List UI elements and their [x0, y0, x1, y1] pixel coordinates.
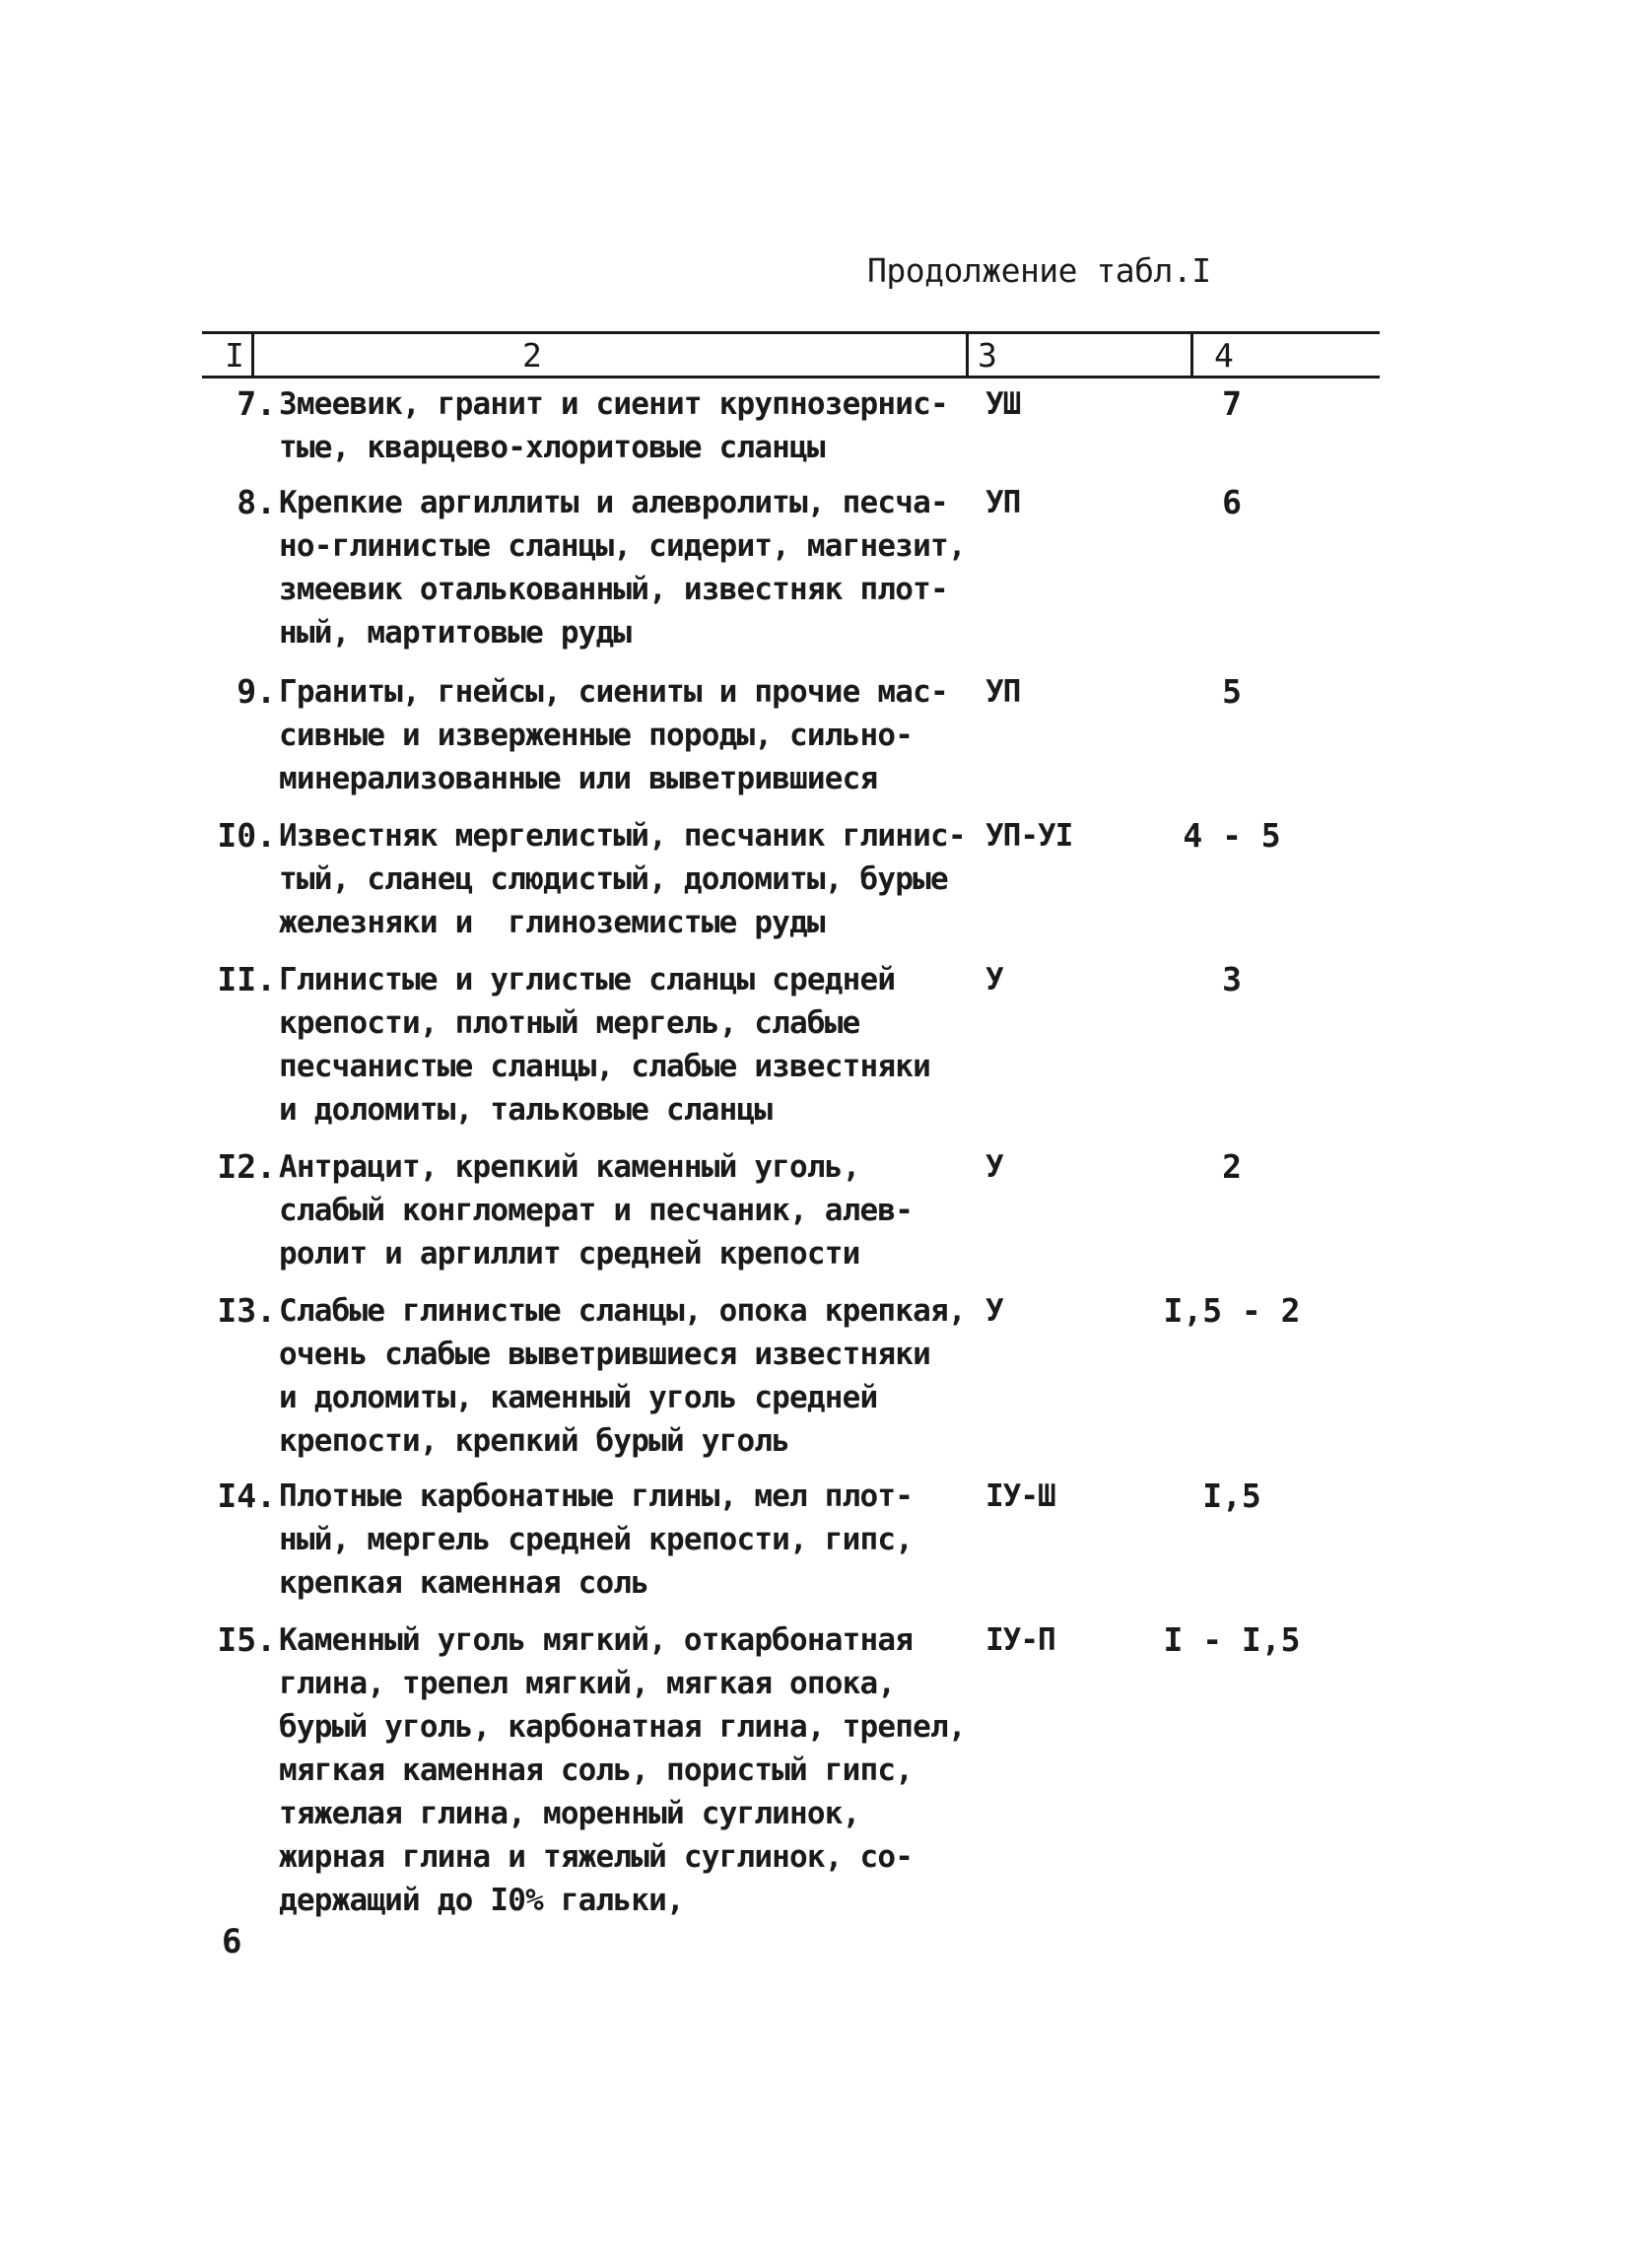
row-coefficient: I,5 [1202, 1477, 1261, 1515]
row-category: У [985, 1149, 1003, 1185]
page-number: 6 [222, 1922, 242, 1961]
row-coefficient: 3 [1222, 960, 1242, 998]
row-category: У [985, 1293, 1003, 1329]
row-category: УШ [985, 386, 1021, 422]
row-description: Плотные карбонатные глины, мел плот- ный, мергель средней крепости, гипс, крепкая каменная соль [279, 1478, 914, 1601]
row-number: I4. [217, 1477, 276, 1515]
row-coefficient: 7 [1222, 384, 1242, 423]
row-description: Граниты, гнейсы, сиениты и прочие мас- сивные и изверженные породы, сильно- минерализованные или выветрившиеся [279, 674, 948, 796]
row-description: Глинистые и углистые сланцы средней крепости, плотный мергель, слабые песчанистые сланцы, слабые известняки и доломиты, тальковые сланцы [279, 962, 930, 1128]
table-header-top-rule [202, 331, 1380, 334]
row-description: Крепкие аргиллиты и алевролиты, песча- но-глинистые сланцы, сидерит, магнезит, змеевик отальковaнный, известняк плот- ный, мартитовые руды [279, 485, 966, 651]
row-category: IУ-Ш [985, 1478, 1055, 1514]
row-coefficient: 5 [1222, 672, 1242, 711]
header-col-3: 3 [978, 336, 997, 375]
row-coefficient: 6 [1222, 483, 1242, 521]
header-col-4: 4 [1214, 336, 1234, 375]
row-description: Известняк мергелистый, песчаник глинис- тый, сланец слюдистый, доломиты, бурые железняки и глиноземистые руды [279, 818, 966, 940]
row-number: I5. [217, 1620, 276, 1659]
table-continuation-label: Продолжение табл.I [867, 251, 1211, 290]
row-number: I2. [217, 1147, 276, 1186]
row-category: IУ-П [985, 1622, 1055, 1658]
header-col-2: 2 [522, 336, 542, 375]
row-description: Змеевик, гранит и сиенит крупнозернис- тые, кварцево-хлоритовые сланцы [279, 386, 948, 465]
header-divider-3 [1190, 333, 1193, 377]
row-description: Антрацит, крепкий каменный уголь, слабый конгломерат и песчаник, алев- ролит и аргиллит средней крепости [279, 1149, 914, 1271]
row-coefficient: I - I,5 [1163, 1620, 1301, 1659]
row-number: 8. [237, 483, 276, 521]
row-coefficient: I,5 - 2 [1163, 1291, 1301, 1330]
row-category: У [985, 962, 1003, 997]
header-divider-1 [251, 333, 254, 377]
row-description: Каменный уголь мягкий, откарбонатная глина, трепел мягкий, мягкая опока, бурый уголь, карбонатная глина, трепел, мягкая каменная соль, пористый гипс, тяжелая глина, моренный суглинок, жирная глина и тяжелый суглинок, со- держащий до I0% гальки, [279, 1622, 966, 1918]
row-number: I0. [217, 816, 276, 855]
row-category: УП-УI [985, 818, 1073, 854]
row-category: УП [985, 674, 1021, 710]
row-description: Слабые глинистые сланцы, опока крепкая, очень слабые выветрившиеся известняки и доломиты, каменный уголь средней крепости, крепкий бурый уголь [279, 1293, 966, 1459]
row-number: 7. [237, 384, 276, 423]
table-header-bottom-rule [202, 376, 1380, 378]
header-divider-2 [966, 333, 969, 377]
row-number: I3. [217, 1291, 276, 1330]
row-coefficient: 4 - 5 [1183, 816, 1281, 855]
header-col-1: I [225, 336, 244, 375]
row-number: II. [217, 960, 276, 998]
row-category: УП [985, 485, 1021, 520]
row-number: 9. [237, 672, 276, 711]
row-coefficient: 2 [1222, 1147, 1242, 1186]
